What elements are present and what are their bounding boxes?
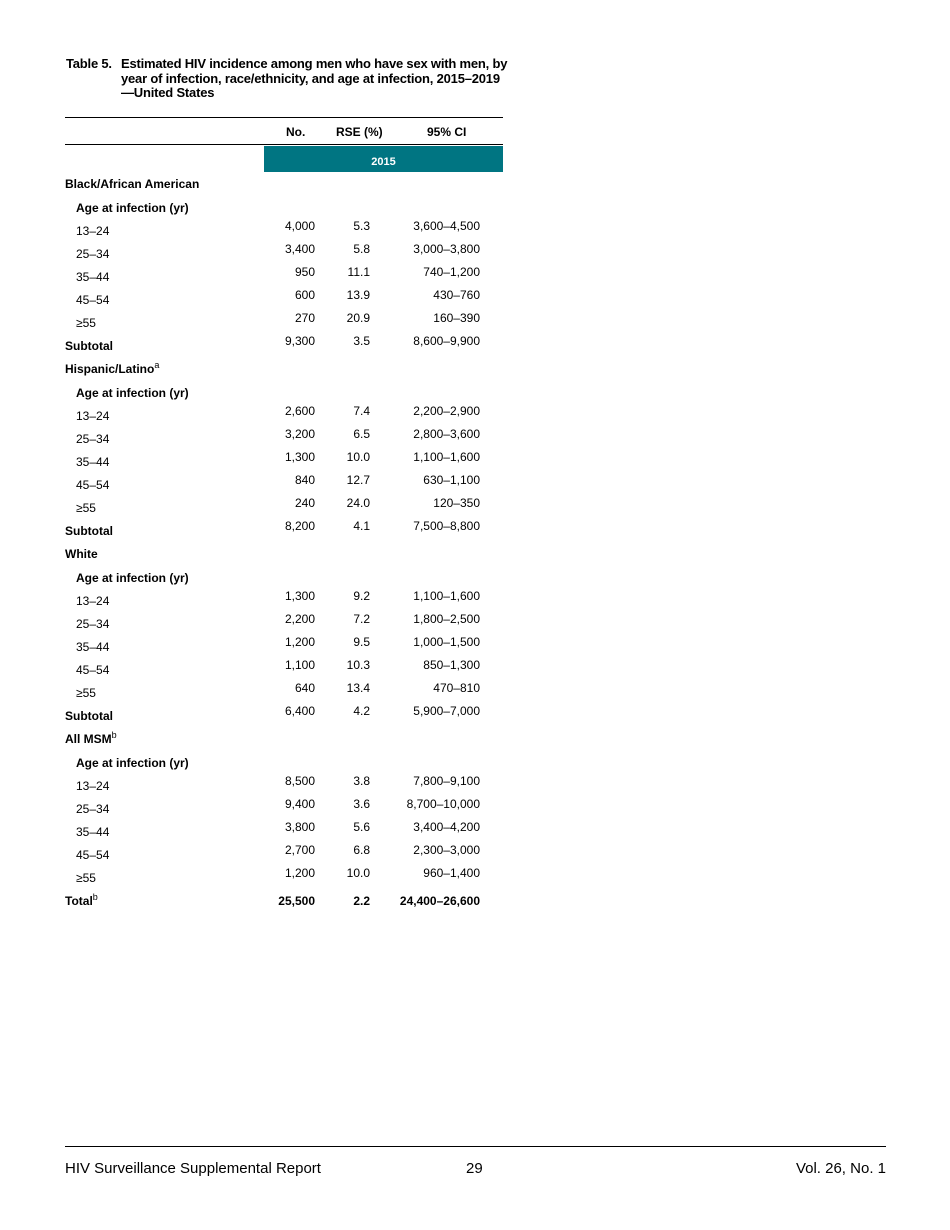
age-heading: Age at infection (yr) [76, 200, 189, 215]
age-group-label: 13–24 [76, 224, 110, 238]
ci-value: 3,000–3,800 [413, 242, 480, 256]
count-value: 4,000 [284, 219, 315, 233]
top-rule [65, 117, 503, 118]
section-title [65, 177, 199, 191]
ci-value: 120–350 [433, 496, 480, 510]
table-row [0, 219, 950, 242]
rse-value: 20.9 [346, 311, 370, 325]
subtotal-row [0, 334, 950, 357]
age-group-label: 45–54 [76, 848, 110, 862]
age-group-label: 45–54 [76, 663, 110, 677]
ci-value: 2,300–3,000 [413, 843, 480, 857]
count-value: 1,300 [284, 589, 315, 603]
ci-value: 430–760 [433, 288, 480, 302]
footnote-marker: b [111, 730, 117, 740]
table-row [0, 404, 950, 427]
footnote-marker: b [92, 892, 98, 902]
section-title-text: White [65, 547, 98, 561]
table-row [0, 658, 950, 681]
table-row [0, 866, 950, 889]
rse-value: 12.7 [346, 473, 370, 487]
count-value: 2,200 [284, 612, 315, 626]
age-group-label: ≥55 [76, 686, 96, 700]
rse-value: 10.0 [346, 450, 370, 464]
rse-value: 24.0 [346, 496, 370, 510]
section-title-row [0, 172, 950, 196]
header-rule [65, 144, 503, 145]
table-row [0, 589, 950, 612]
ci-value: 850–1,300 [423, 658, 480, 672]
total-count: 25,500 [278, 894, 315, 908]
age-group-label: 13–24 [76, 409, 110, 423]
section-title [65, 362, 159, 376]
table-row [0, 797, 950, 820]
subtotal-row [0, 519, 950, 542]
age-heading-row [0, 751, 950, 775]
col-header-no: No. [286, 125, 306, 139]
age-group-label: 13–24 [76, 779, 110, 793]
ci-value: 3,400–4,200 [413, 820, 480, 834]
subtotal-rse: 4.1 [353, 519, 370, 533]
age-heading-row [0, 381, 950, 405]
ci-value: 1,100–1,600 [413, 589, 480, 603]
rse-value: 3.8 [353, 774, 370, 788]
subtotal-ci: 5,900–7,000 [413, 704, 480, 718]
rse-value: 7.4 [353, 404, 370, 418]
col-header-rse: RSE (%) [336, 125, 383, 139]
ci-value: 2,800–3,600 [413, 427, 480, 441]
age-group-label: 45–54 [76, 293, 110, 307]
total-label [65, 894, 98, 908]
age-group-label: 25–34 [76, 432, 110, 446]
subtotal-ci: 7,500–8,800 [413, 519, 480, 533]
count-value: 640 [294, 681, 315, 695]
ci-value: 960–1,400 [423, 866, 480, 880]
ci-value: 630–1,100 [423, 473, 480, 487]
ci-value: 160–390 [433, 311, 480, 325]
count-value: 3,800 [284, 820, 315, 834]
table-row [0, 496, 950, 519]
footer-rule [65, 1146, 886, 1147]
subtotal-count: 6,400 [284, 704, 315, 718]
count-value: 1,200 [284, 866, 315, 880]
rse-value: 11.1 [347, 265, 370, 279]
count-value: 270 [294, 311, 315, 325]
count-value: 9,400 [284, 797, 315, 811]
footnote-marker: a [154, 360, 160, 370]
count-value: 1,300 [284, 450, 315, 464]
section-title-row [0, 727, 950, 751]
table-title: Estimated HIV incidence among men who have sex with men, by year of infection, race/ethnicity, and age at infection, 2015–2019—United States [121, 56, 508, 100]
ci-value: 1,800–2,500 [413, 612, 480, 626]
count-value: 1,100 [284, 658, 315, 672]
total-ci: 24,400–26,600 [399, 894, 480, 908]
total-row [0, 889, 950, 912]
rse-value: 9.2 [353, 589, 370, 603]
age-group-label: 25–34 [76, 247, 110, 261]
age-group-label: ≥55 [76, 316, 96, 330]
age-group-label: 35–44 [76, 270, 110, 284]
rse-value: 6.8 [353, 843, 370, 857]
section-title [65, 547, 98, 561]
age-heading: Age at infection (yr) [76, 570, 189, 585]
age-group-label: ≥55 [76, 501, 96, 515]
rse-value: 5.8 [353, 242, 370, 256]
count-value: 8,500 [284, 774, 315, 788]
age-heading-row [0, 566, 950, 590]
table-row [0, 843, 950, 866]
table-row [0, 473, 950, 496]
subtotal-label: Subtotal [65, 339, 113, 353]
age-group-label: 13–24 [76, 594, 110, 608]
age-group-label: 35–44 [76, 640, 110, 654]
section-title-text: Black/African American [65, 177, 200, 191]
table-number: Table 5. [66, 56, 112, 71]
ci-value: 740–1,200 [423, 265, 480, 279]
section-title-text: All MSM [65, 732, 112, 746]
count-value: 2,600 [284, 404, 315, 418]
rse-value: 6.5 [353, 427, 370, 441]
section-title-text: Hispanic/Latino [65, 362, 155, 376]
table-row [0, 288, 950, 311]
age-group-label: 45–54 [76, 478, 110, 492]
age-group-label: 25–34 [76, 617, 110, 631]
total-label-text: Total [65, 894, 93, 908]
table-row [0, 612, 950, 635]
ci-value: 2,200–2,900 [413, 404, 480, 418]
rse-value: 9.5 [353, 635, 370, 649]
subtotal-row [0, 704, 950, 727]
ci-value: 1,100–1,600 [413, 450, 480, 464]
subtotal-rse: 4.2 [353, 704, 370, 718]
count-value: 3,400 [284, 242, 315, 256]
table-row [0, 635, 950, 658]
age-heading: Age at infection (yr) [76, 385, 189, 400]
subtotal-label: Subtotal [65, 709, 113, 723]
section-title [65, 732, 117, 746]
ci-value: 7,800–9,100 [413, 774, 480, 788]
section-title-row [0, 542, 950, 566]
age-group-label: 35–44 [76, 455, 110, 469]
col-header-ci: 95% CI [427, 125, 467, 139]
subtotal-count: 9,300 [284, 334, 315, 348]
rse-value: 5.3 [353, 219, 370, 233]
table-row [0, 681, 950, 704]
table-row [0, 427, 950, 450]
count-value: 1,200 [284, 635, 315, 649]
rse-value: 13.4 [346, 681, 370, 695]
table-row [0, 265, 950, 288]
table-row [0, 774, 950, 797]
age-heading-row [0, 196, 950, 220]
count-value: 600 [294, 288, 315, 302]
ci-value: 470–810 [433, 681, 480, 695]
age-heading: Age at infection (yr) [76, 755, 189, 770]
table-row [0, 450, 950, 473]
subtotal-label: Subtotal [65, 524, 113, 538]
age-group-label: 25–34 [76, 802, 110, 816]
count-value: 3,200 [284, 427, 315, 441]
table-row [0, 242, 950, 265]
subtotal-rse: 3.5 [353, 334, 370, 348]
footer-page-number: 29 [466, 1160, 483, 1177]
rse-value: 5.6 [353, 820, 370, 834]
subtotal-ci: 8,600–9,900 [413, 334, 480, 348]
rse-value: 10.0 [346, 866, 370, 880]
footer-report-name: HIV Surveillance Supplemental Report [65, 1160, 321, 1177]
ci-value: 1,000–1,500 [413, 635, 480, 649]
rse-value: 10.3 [346, 658, 370, 672]
rse-value: 3.6 [353, 797, 370, 811]
count-value: 950 [294, 265, 315, 279]
table-body [0, 172, 950, 912]
age-group-label: 35–44 [76, 825, 110, 839]
footer-volume: Vol. 26, No. 1 [795, 1160, 886, 1177]
section-title-row [0, 357, 950, 381]
ci-value: 8,700–10,000 [406, 797, 480, 811]
rse-value: 13.9 [346, 288, 370, 302]
count-value: 2,700 [284, 843, 315, 857]
count-value: 840 [294, 473, 315, 487]
ci-value: 3,600–4,500 [413, 219, 480, 233]
table-row [0, 820, 950, 843]
count-value: 240 [294, 496, 315, 510]
age-group-label: ≥55 [76, 871, 96, 885]
subtotal-count: 8,200 [284, 519, 315, 533]
rse-value: 7.2 [353, 612, 370, 626]
table-row [0, 311, 950, 334]
year-band: 2015 [264, 146, 503, 172]
total-rse: 2.2 [353, 894, 370, 908]
